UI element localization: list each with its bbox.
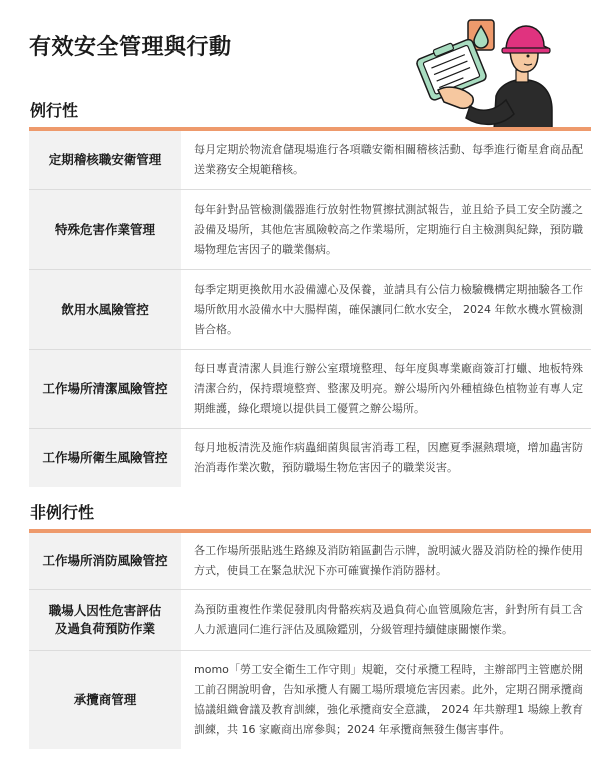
row-description: 每月地板清洗及施作病蟲細菌與鼠害消毒工程，因應夏季濕熱環境，增加蟲害防治消毒作業次數，預防職場生物危害因子的職業災害。 (194, 441, 583, 474)
row-description: 每日專責清潔人員進行辦公室環境整理、每年度與專業廠商簽訂打蠟、地板特殊清潔合約，保持環境整齊、整潔及明亮。辦公場所內外種植綠色植物並有專人定期維護，綠化環境以提供員工優質之辦公場所。 (194, 362, 583, 415)
row-description: 每年針對品管檢測儀器進行放射性物質擦拭測試報告，並且給予員工安全防護之設備及場所，其他危害風險較高之作業場所，定期施行自主檢測與紀錄，預防職場物理危害因子的職業傷病。 (194, 202, 583, 256)
table-row (29, 131, 591, 190)
row-description: 各工作場所張貼逃生路線及消防箱區劃告示牌，說明滅火器及消防栓的操作使用方式，使員工在緊急狀況下亦可確實操作消防器材。 (194, 544, 583, 577)
row-heading: 特殊危害作業管理 (29, 190, 181, 269)
row-heading: 職場人因性危害評估 及過負荷預防作業 (29, 590, 181, 650)
table-row (29, 590, 591, 651)
worker-clipboard-illustration (410, 18, 560, 130)
row-description: 每月定期於物流倉儲現場進行各項職安衛相關稽核活動、每季進行衛星倉商品配送業務安全規範稽核。 (194, 143, 583, 176)
table-row (29, 270, 591, 350)
row-description: momo「勞工安全衛生工作守則」規範，交付承攬工程時，主辦部門主管應於開工前召開說明會，告知承攬人有關工場所環境危害因素。此外，定期召開承攬商協議組織會議及教育訓練，強化承攬商安全意識， 2024 年共辦理1 場線上教育訓練，共 16 家廠商出席參與；2024 年承攬商無發生傷害事件。 (194, 663, 583, 736)
routine-table (29, 131, 591, 487)
non-routine-table (29, 533, 591, 749)
row-heading: 承攬商管理 (29, 651, 181, 749)
row-heading: 工作場所衛生風險管控 (29, 429, 181, 487)
section-title-routine: 例行性 (30, 101, 79, 120)
table-row (29, 533, 591, 590)
section-title-non-routine: 非例行性 (30, 503, 95, 522)
table-row (29, 429, 591, 487)
row-description: 每季定期更換飲用水設備濾心及保養，並請具有公信力檢驗機構定期抽驗各工作場所飲用水設備水中大腸桿菌，確保讓同仁飲水安全， 2024 年飲水機水質檢測皆合格。 (194, 282, 583, 336)
row-heading: 工作場所消防風險管控 (29, 533, 181, 589)
page-title: 有效安全管理與行動 (29, 35, 232, 60)
table-row (29, 350, 591, 429)
row-heading: 工作場所清潔風險管控 (29, 350, 181, 428)
row-heading: 飲用水風險管控 (29, 270, 181, 349)
row-description: 為預防重複性作業促發肌肉骨骼疾病及過負荷心血管風險危害，針對所有員工含人力派遣同仁進行評估及風險鑑別，分級管理持續健康關懷作業。 (194, 603, 583, 636)
table-row (29, 651, 591, 749)
row-heading: 定期稽核職安衛管理 (29, 131, 181, 189)
table-row (29, 190, 591, 270)
